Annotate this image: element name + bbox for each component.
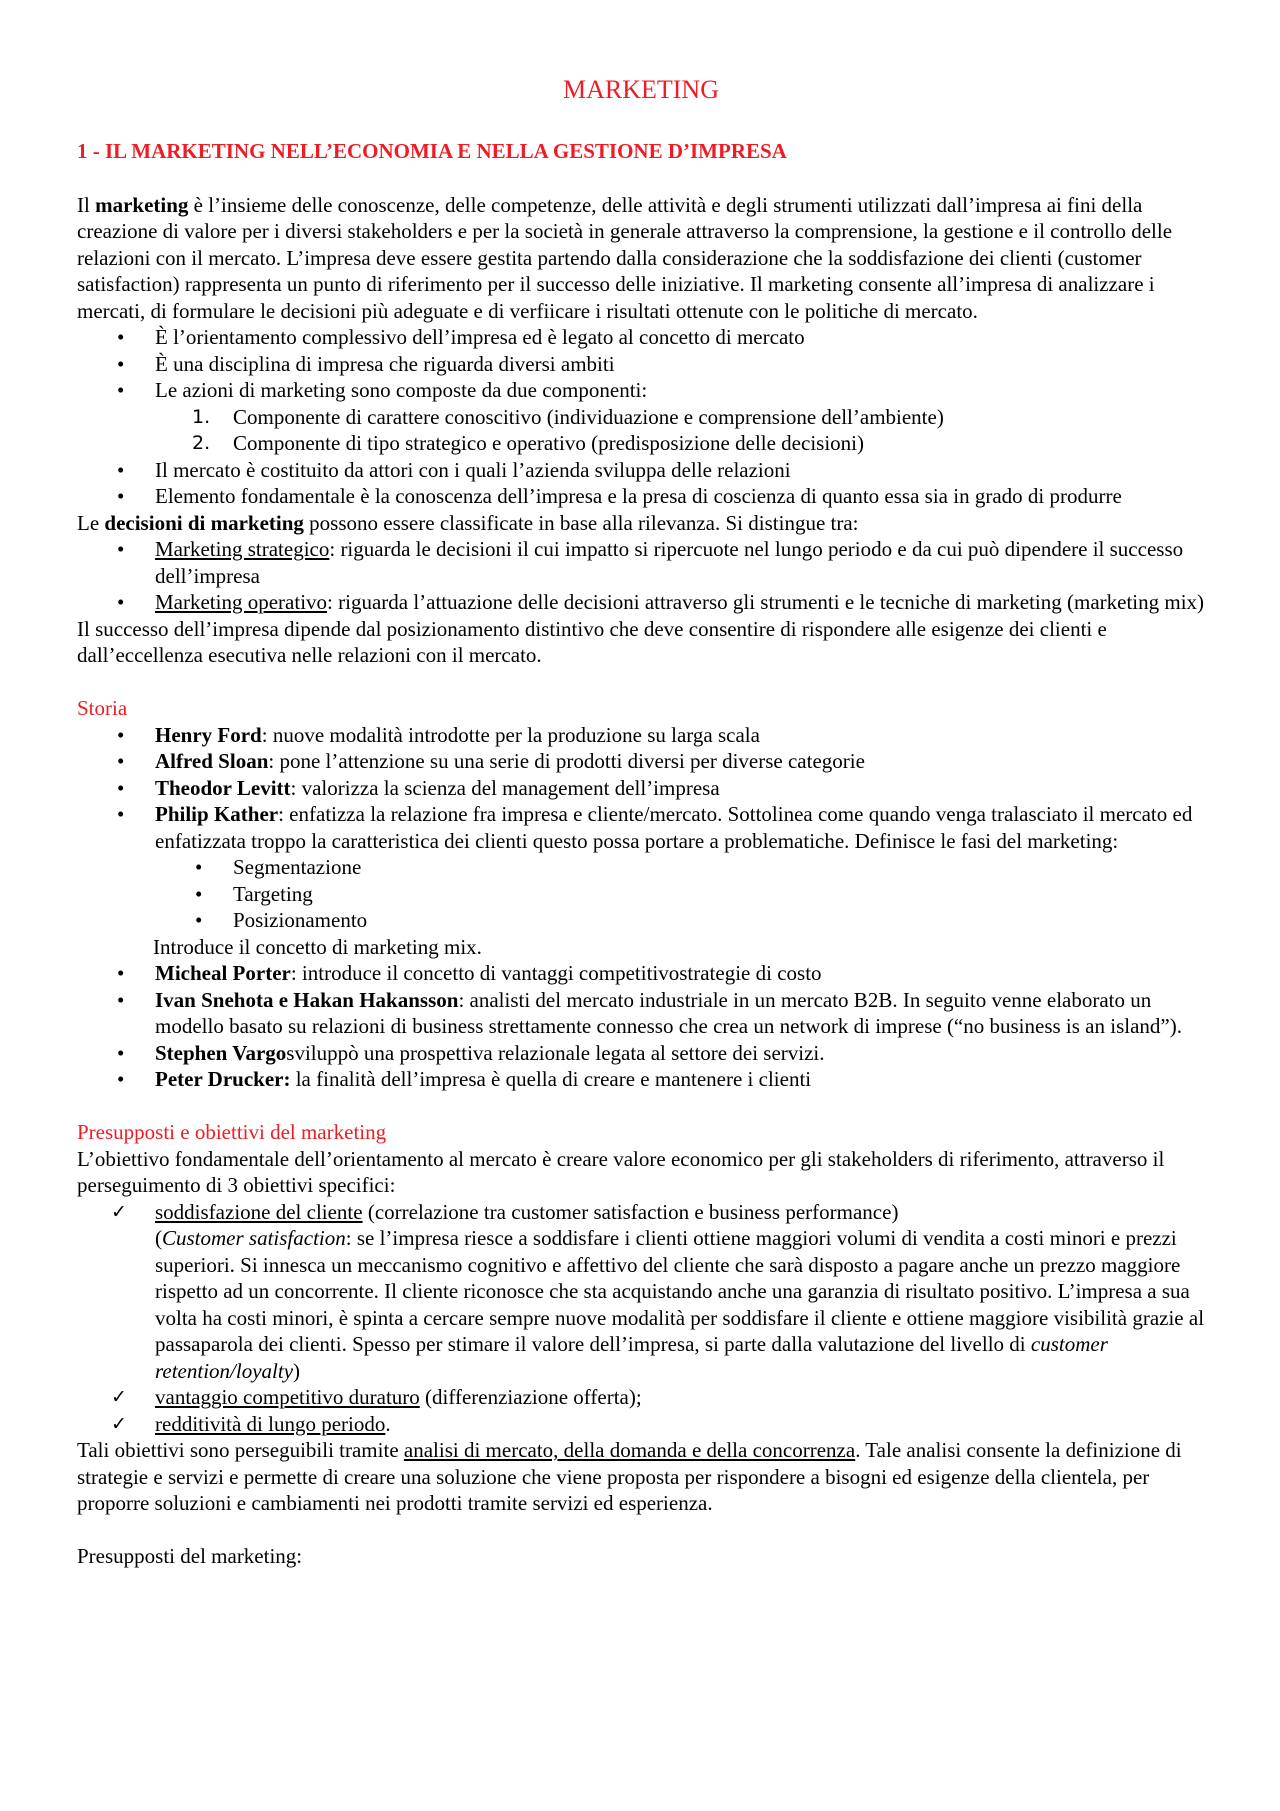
- intro-paragraph: Il marketing è l’insieme delle conoscenze, delle competenze, delle attività e degli strumenti utilizzati dall’impresa ai fini della creazione di valore per i diversi stakeholders e per la società in generale attraverso la comprensione, la gestione e il controllo delle relazioni con il mercato. L’impresa deve essere gestita partendo dalla considerazione che la soddisfazione dei clienti (customer satisfaction) rappresenta un punto di riferimento per il successo delle iniziative. Il marketing consente all’impresa di analizzare i mercati, di formulare le decisioni più adeguate e di verfiicare i risultati ottenute con le politiche di mercato.: [77, 192, 1173, 323]
- list-item: • Stephen Vargosviluppò una prospettiva relazionale legata al settore dei servizi.: [77, 1040, 1205, 1067]
- list-item: • Philip Kather: enfatizza la relazione fra impresa e cliente/mercato. Sottolinea come quando venga tralasciato il mercato ed enfatizzata troppo la caratteristica dei clienti questo possa portare a problematiche. Definisce le fasi del marketing:: [77, 801, 1205, 854]
- list-item: • Targeting: [77, 881, 1205, 908]
- list-item: • Henry Ford: nuove modalità introdotte per la produzione su larga scala: [77, 722, 1205, 749]
- list-item: • È l’orientamento complessivo dell’impresa ed è legato al concetto di mercato: [77, 324, 1205, 351]
- subheading-presupposti: Presupposti e obiettivi del marketing: [77, 1120, 387, 1144]
- section-heading: 1 - IL MARKETING NELL’ECONOMIA E NELLA GESTIONE D’IMPRESA: [77, 139, 787, 163]
- people-list: [77, 722, 1205, 855]
- list-item: • Il mercato è costituito da attori con i quali l’azienda sviluppa delle relazioni: [77, 457, 1205, 484]
- mix-note: Introduce il concetto di marketing mix.: [153, 934, 482, 959]
- phases-sublist: [77, 854, 1205, 934]
- bullet-list: [77, 457, 1205, 510]
- list-item: • Alfred Sloan: pone l’attenzione su una serie di prodotti diversi per diverse categorie: [77, 748, 1205, 775]
- objective-item: ✓ soddisfazione del cliente (correlazione tra customer satisfaction e business performance) (Customer satisfaction: se l’impresa riesce a soddisfare i clienti ottiene maggiori volumi di vendita a costi minori e prezzi superiori. Si innesca un meccanismo cognitivo e affettivo del cliente che sarà disposto a pagare anche un prezzo maggiore rispetto ad un concorrente. Il cliente riconosce che sta acquistando anche una garanzia di risultato positivo. L’impresa a sua volta ha costi minori, è spinta a cercare sempre nuove modalità per soddisfare il cliente e ottiene maggiore visibilità grazie al passaparola dei clienti. Spesso per stimare il valore dell’impresa, si parte dalla valutazione del livello di customer retention/loyalty): [77, 1199, 1205, 1385]
- decisions-list: [77, 536, 1205, 616]
- objectives-list: [77, 1199, 1205, 1438]
- term-marketing: marketing: [95, 192, 189, 217]
- analysis-paragraph: Tali obiettivi sono perseguibili tramite analisi di mercato, della domanda e della concorrenza. Tale analisi consente la definizione di strategie e servizi e permette di creare una soluzione che viene proposta per rispondere a bisogni ed esigenze della clientela, per proporre soluzioni e cambiamenti nei prodotti tramite servizi ed esperienza.: [77, 1438, 1182, 1515]
- list-item: • Marketing operativo: riguarda l’attuazione delle decisioni attraverso gli strumenti e le tecniche di marketing (marketing mix): [77, 589, 1205, 616]
- objective-item: ✓ redditività di lungo periodo.: [77, 1411, 1205, 1438]
- numbered-item: 2. Componente di tipo strategico e operativo (predisposizione delle decisioni): [77, 430, 1205, 457]
- list-item: • È una disciplina di impresa che riguarda diversi ambiti: [77, 351, 1205, 378]
- decisions-paragraph: Le decisioni di marketing possono essere classificate in base alla rilevanza. Si distingue tra:: [77, 510, 859, 535]
- numbered-item: 1. Componente di carattere conoscitivo (individuazione e comprensione dell’ambiente): [77, 404, 1205, 431]
- bullet-list: [77, 324, 1205, 404]
- list-item: • Segmentazione: [77, 854, 1205, 881]
- document-title: MARKETING: [563, 75, 719, 104]
- list-item: • Ivan Snehota e Hakan Hakansson: analisti del mercato industriale in un mercato B2B. In seguito venne elaborato un modello basato su relazioni di business strettamente connesso che crea un network di imprese (“no business is an island”).: [77, 987, 1205, 1040]
- numbered-sublist: [77, 404, 1205, 457]
- footer-line: Presupposti del marketing:: [77, 1544, 303, 1568]
- subheading-storia: Storia: [77, 696, 128, 720]
- document-page: [77, 74, 1205, 1570]
- list-item: • Micheal Porter: introduce il concetto di vantaggi competitivostrategie di costo: [77, 960, 1205, 987]
- people-list: [77, 960, 1205, 1093]
- closing-paragraph: Il successo dell’impresa dipende dal posizionamento distintivo che deve consentire di rispondere alle esigenze dei clienti e dall’eccellenza esecutiva nelle relazioni con il mercato.: [77, 616, 1107, 667]
- list-item: • Elemento fondamentale è la conoscenza dell’impresa e la presa di coscienza di quanto essa sia in grado di produrre: [77, 483, 1205, 510]
- list-item: • Marketing strategico: riguarda le decisioni il cui impatto si ripercuote nel lungo periodo e da cui può dipendere il successo dell’impresa: [77, 536, 1205, 589]
- list-item: • Peter Drucker: la finalità dell’impresa è quella di creare e mantenere i clienti: [77, 1066, 1205, 1093]
- list-item: • Le azioni di marketing sono composte da due componenti:: [77, 377, 1205, 404]
- list-item: • Posizionamento: [77, 907, 1205, 934]
- objective-item: ✓ vantaggio competitivo duraturo (differenziazione offerta);: [77, 1384, 1205, 1411]
- presupposti-intro: L’obiettivo fondamentale dell’orientamento al mercato è creare valore economico per gli stakeholders di riferimento, attraverso il perseguimento di 3 obiettivi specifici:: [77, 1146, 1165, 1197]
- list-item: • Theodor Levitt: valorizza la scienza del management dell’impresa: [77, 775, 1205, 802]
